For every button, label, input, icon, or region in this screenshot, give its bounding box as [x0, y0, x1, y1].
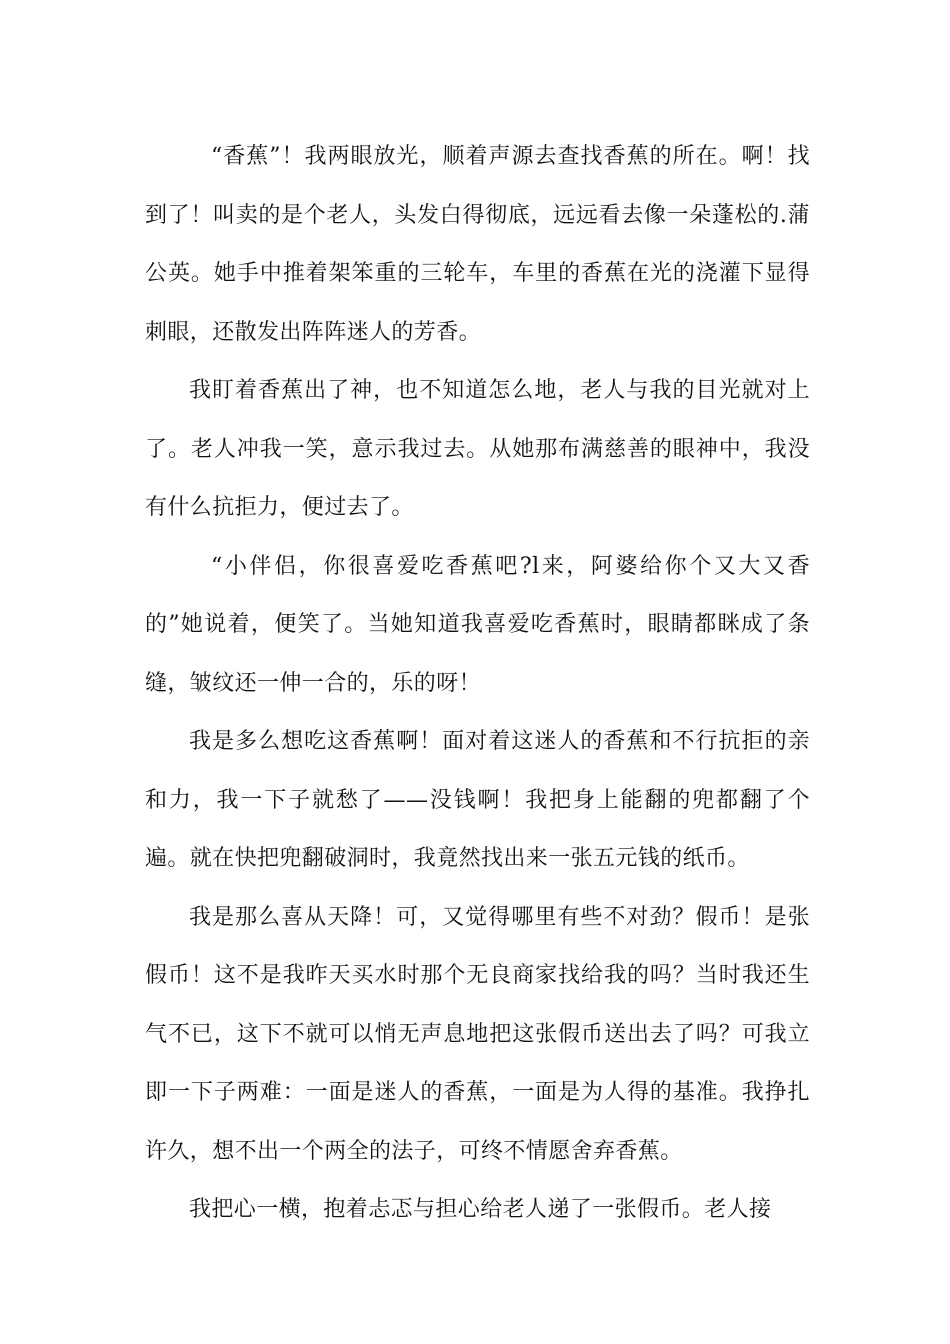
paragraph-1: “香蕉”！我两眼放光，顺着声源去查找香蕉的所在。啊！找到了！叫卖的是个老人，头发白得彻底，远远看去像一朵蓬松的.蒲公英。她手中推着架笨重的三轮车，车里的香蕉在光的浇灌下显得刺眼，还散发出阵阵迷人的芳香。 [145, 144, 810, 345]
paragraph-6: 我把心一横，抱着忐忑与担心给老人递了一张假币。老人接 [189, 1197, 772, 1222]
paragraph-3: “小伴侣，你很喜爱吃香蕉吧?l来，阿婆给你个又大又香的”她说着，便笑了。当她知道我喜爱吃香蕉时，眼睛都眯成了条缝，皱纹还一伸一合的，乐的呀！ [145, 553, 810, 696]
paragraph-5: 我是那么喜从天降！可，又觉得哪里有些不对劲？假币！是张假币！这不是我昨天买水时那个无良商家找给我的吗？当时我还生气不已，这下不就可以悄无声息地把这张假币送出去了吗？可我立即一下子两难：一面是迷人的香蕉，一面是为人得的基准。我挣扎许久，想不出一个两全的法子，可终不情愿舍弃香蕉。 [145, 904, 810, 1164]
body-text [145, 128, 810, 1240]
paragraph-2: 我盯着香蕉出了神，也不知道怎么地，老人与我的目光就对上了。老人冲我一笑，意示我过去。从她那布满慈善的眼神中，我没有什么抗拒力，便过去了。 [145, 378, 810, 520]
paragraph-4: 我是多么想吃这香蕉啊！面对着这迷人的香蕉和不行抗拒的亲和力，我一下子就愁了——没钱啊！我把身上能翻的兜都翻了个遍。就在快把兜翻破洞时，我竟然找出来一张五元钱的纸币。 [145, 729, 810, 871]
